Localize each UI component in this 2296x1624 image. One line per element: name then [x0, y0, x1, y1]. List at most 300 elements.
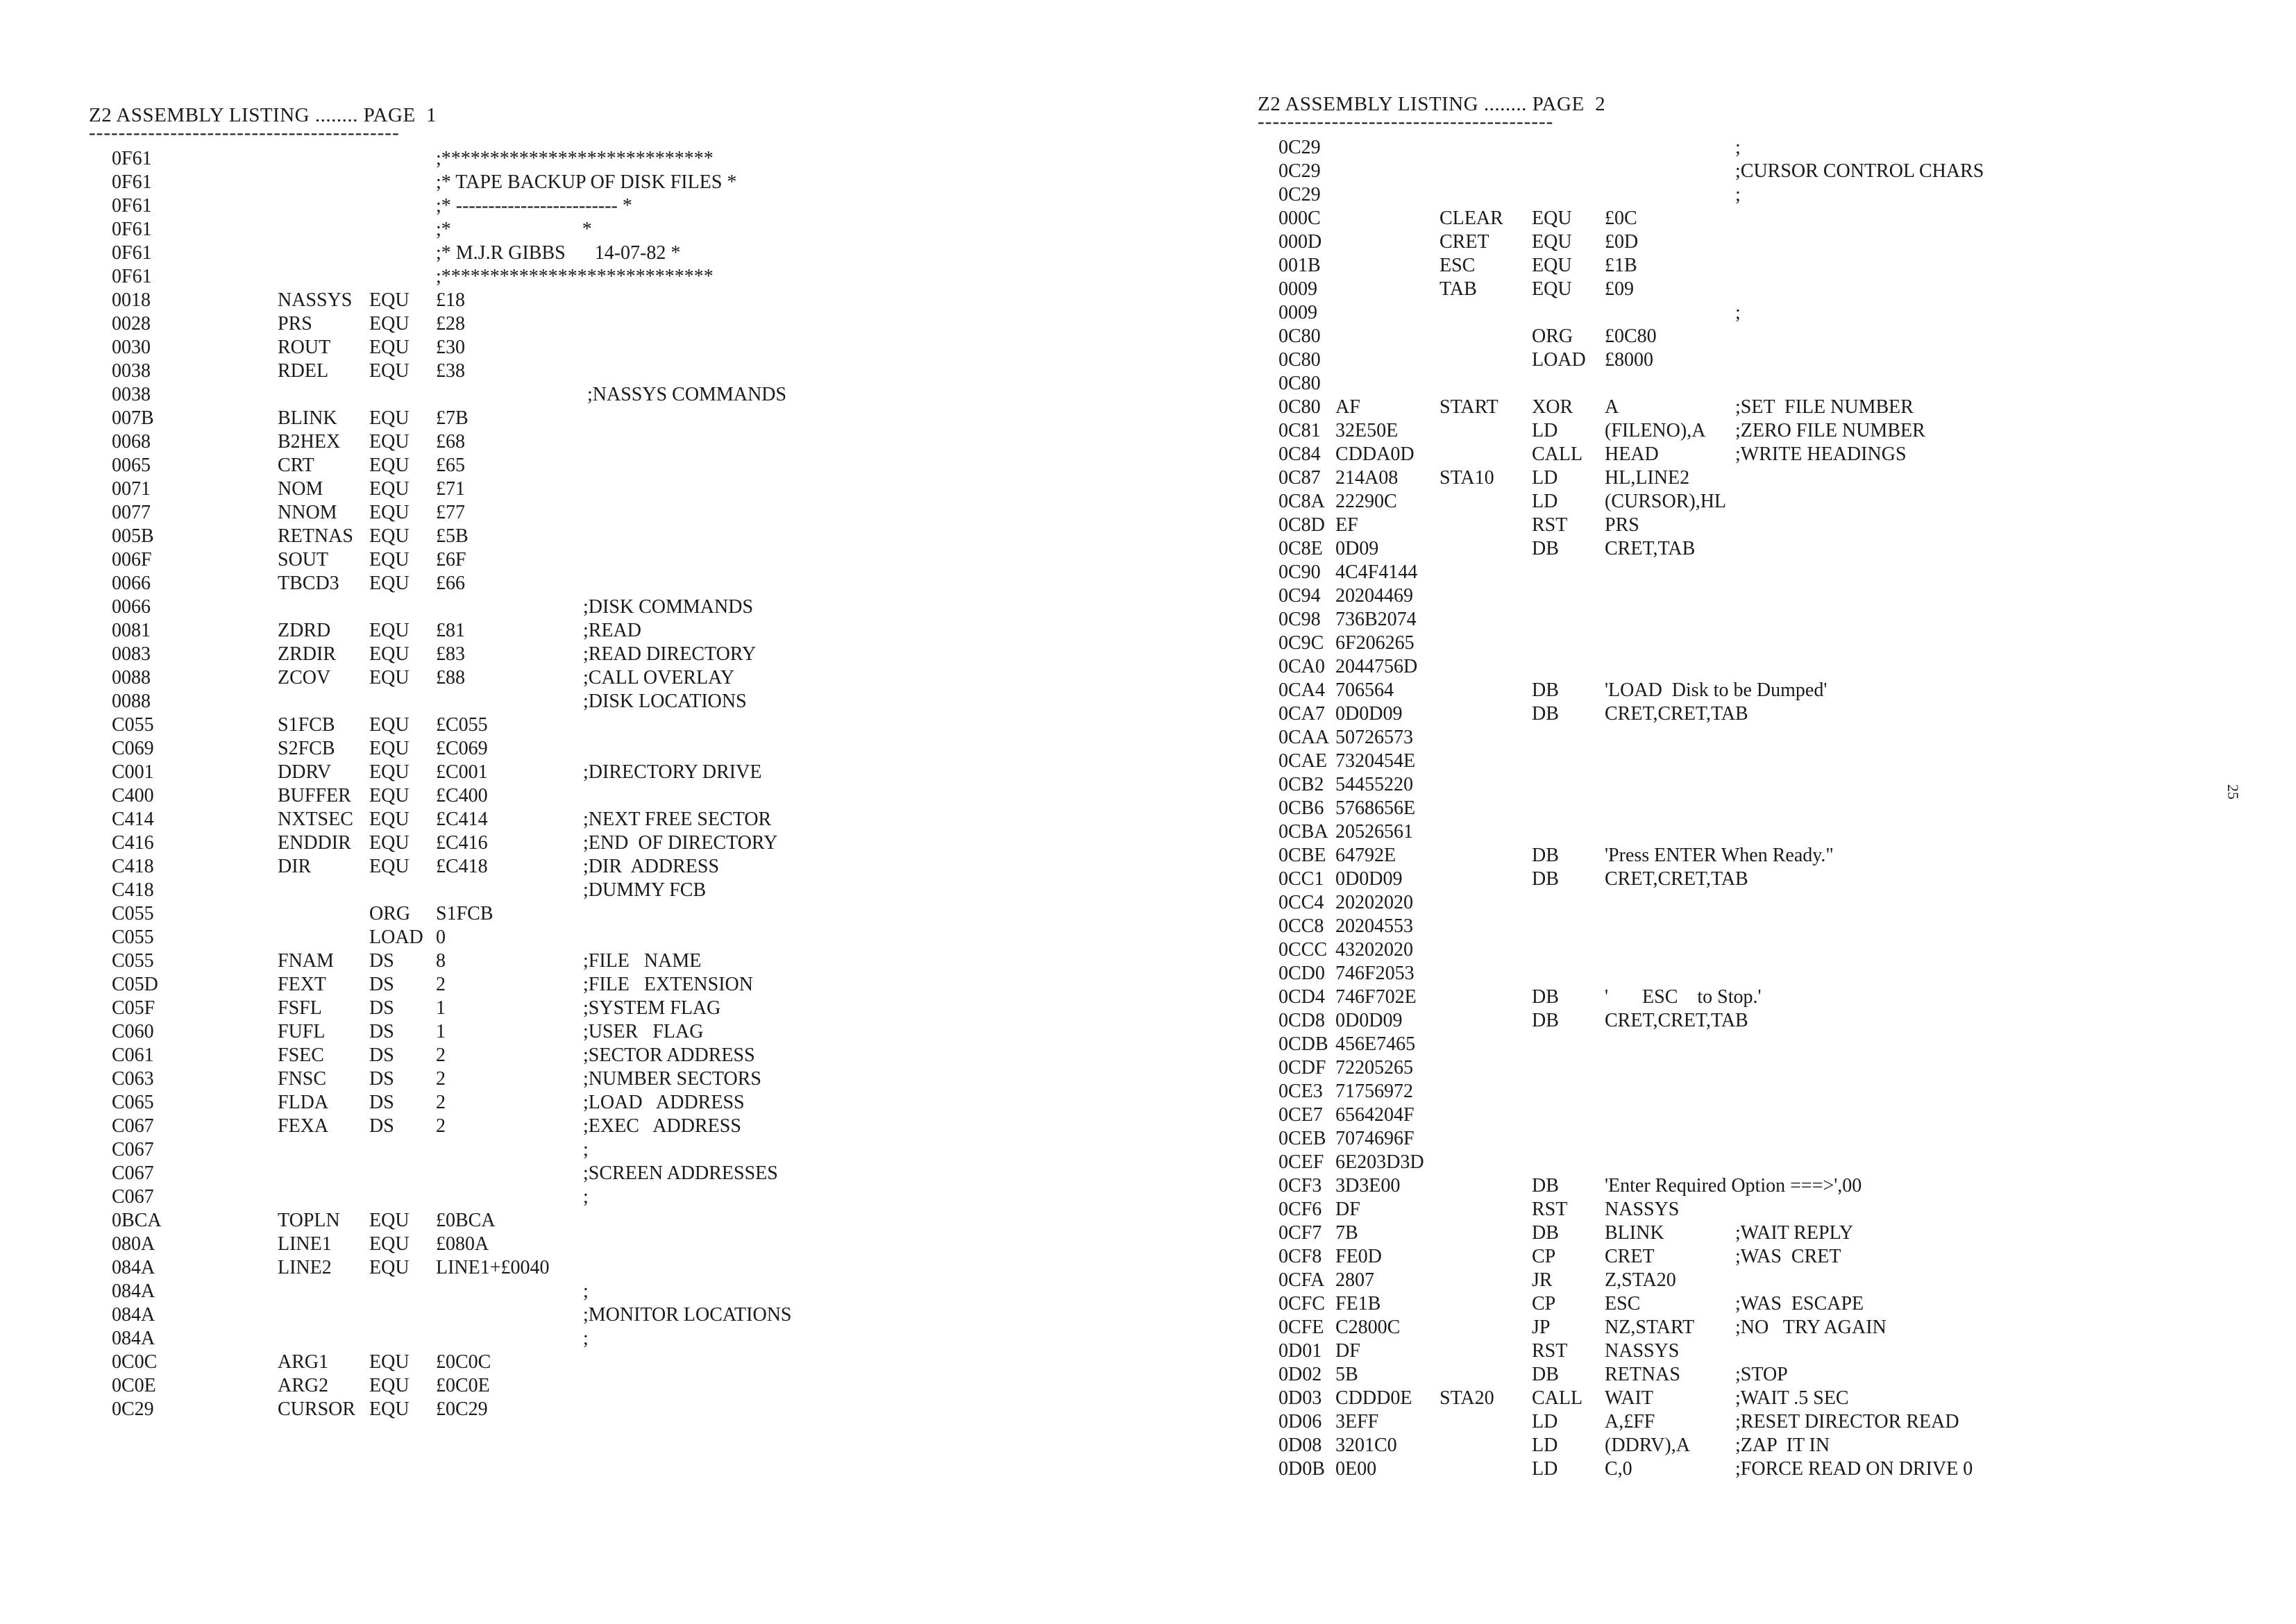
listing-addr: 0CBA: [1278, 821, 1328, 843]
listing-addr: 0D01: [1278, 1340, 1322, 1362]
listing-op: EQU: [369, 455, 410, 476]
listing-cmt: ;SYSTEM FLAG: [583, 997, 721, 1019]
listing-line: [1258, 254, 2215, 278]
listing-line: [1258, 301, 2215, 325]
listing-op: DS: [369, 950, 394, 972]
listing-addr: 0F61: [112, 266, 152, 287]
listing-addr: 0D03: [1278, 1387, 1322, 1409]
listing-code: 43202020: [1335, 939, 1413, 961]
listing-line: [89, 855, 1172, 879]
listing-arg: NZ,START: [1605, 1317, 1695, 1338]
listing-addr: 0C80: [1278, 325, 1321, 347]
listing-addr: 0028: [112, 313, 151, 335]
listing-line: [1258, 1245, 2215, 1269]
listing-arg: NASSYS: [1605, 1199, 1680, 1220]
listing-arg: £66: [436, 573, 465, 594]
listing-op: ORG: [1532, 325, 1573, 347]
listing-line: [89, 1303, 1172, 1327]
listing-op: EQU: [369, 738, 410, 759]
listing-cmt: ;NUMBER SECTORS: [583, 1068, 761, 1090]
listing-addr: 0CF3: [1278, 1175, 1322, 1196]
listing-line: [89, 784, 1172, 808]
listing-code: 2044756D: [1335, 656, 1418, 677]
listing-code: C2800C: [1335, 1317, 1401, 1338]
listing-arg: £18: [436, 289, 465, 311]
listing-line: [1258, 632, 2215, 655]
listing-line: [89, 1044, 1172, 1067]
listing-label: ROUT: [278, 337, 331, 358]
listing-addr: 0CB2: [1278, 774, 1324, 795]
listing-addr: 0CEF: [1278, 1151, 1324, 1173]
listing-addr: 0C0E: [112, 1375, 156, 1396]
listing-arg: £0C80: [1605, 325, 1657, 347]
listing-op: EQU: [369, 761, 410, 783]
listing-arg: BLINK: [1605, 1222, 1664, 1244]
listing-arg: (CURSOR),HL: [1605, 491, 1727, 512]
listing-line: [1258, 1457, 2215, 1481]
listing-page-2: [1258, 93, 2215, 1481]
listing-addr: C067: [112, 1162, 154, 1184]
listing-code: 0E00: [1335, 1458, 1377, 1480]
listing-line: [1258, 490, 2215, 514]
listing-addr: 0C29: [1278, 160, 1321, 182]
listing-addr: 0CC8: [1278, 915, 1324, 937]
listing-addr: 0D0B: [1278, 1458, 1325, 1480]
listing-arg: £C416: [436, 832, 488, 854]
listing-line: [89, 831, 1172, 855]
listing-line: [89, 1067, 1172, 1091]
listing-label: S1FCB: [278, 714, 335, 736]
listing-op: RST: [1532, 1199, 1568, 1220]
listing-addr: 000C: [1278, 208, 1321, 229]
listing-arg: (FILENO),A: [1605, 420, 1706, 441]
listing-addr: C067: [112, 1139, 154, 1160]
listing-addr: 0CD0: [1278, 963, 1325, 984]
listing-line: [1258, 820, 2215, 844]
page-header: Z2 ASSEMBLY LISTING ........ PAGE 1: [89, 104, 437, 126]
listing-op: EQU: [369, 620, 410, 641]
listing-arg: £080A: [436, 1233, 489, 1255]
listing-label: FNSC: [278, 1068, 327, 1090]
listing-arg: £8000: [1605, 349, 1653, 371]
listing-arg: 2: [436, 1044, 446, 1066]
listing-line: [1258, 962, 2215, 986]
listing-addr: 0CDB: [1278, 1033, 1328, 1055]
listing-label: TBCD3: [278, 573, 339, 594]
listing-line: [89, 477, 1172, 501]
listing-code: 20204469: [1335, 585, 1413, 607]
listing-code: 456E7465: [1335, 1033, 1416, 1055]
listing-line: [1258, 1410, 2215, 1434]
listing-cmt: ;FILE EXTENSION: [583, 974, 753, 995]
listing-label: NOM: [278, 478, 323, 500]
listing-arg: £7B: [436, 407, 469, 429]
listing-arg: £65: [436, 455, 465, 476]
listing-arg: £C418: [436, 856, 488, 877]
listing-label: S2FCB: [278, 738, 335, 759]
listing-arg: £0C29: [436, 1398, 488, 1420]
listing-op: DB: [1532, 1222, 1559, 1244]
listing-cmt: ;WAIT REPLY: [1735, 1222, 1854, 1244]
listing-line: [89, 572, 1172, 595]
listing-addr: C069: [112, 738, 154, 759]
listing-label: TAB: [1440, 278, 1477, 300]
listing-code: 746F702E: [1335, 986, 1417, 1008]
listing-addr: C055: [112, 903, 154, 924]
listing-op: DB: [1532, 703, 1559, 725]
listing-line: [1258, 443, 2215, 466]
listing-op: EQU: [369, 1210, 410, 1231]
listing-addr: 0F61: [112, 195, 152, 217]
listing-label: START: [1440, 396, 1499, 418]
listing-arg: £28: [436, 313, 465, 335]
listing-addr: 0009: [1278, 302, 1317, 323]
listing-code: 0D09: [1335, 538, 1379, 559]
listing-code: 50726573: [1335, 727, 1413, 748]
listing-label: FSEC: [278, 1044, 324, 1066]
listing-line: [89, 265, 1172, 289]
listing-line: [1258, 608, 2215, 632]
listing-body: [1258, 136, 2215, 1481]
listing-op: EQU: [369, 667, 410, 688]
listing-line: [89, 407, 1172, 430]
listing-cmt: ;****************************: [436, 266, 714, 287]
listing-line: [1258, 325, 2215, 348]
listing-line: [89, 1185, 1172, 1209]
margin-page-number: 25: [2225, 784, 2242, 800]
listing-label: FLDA: [278, 1092, 329, 1113]
listing-line: [1258, 537, 2215, 561]
listing-addr: 000D: [1278, 231, 1322, 253]
listing-op: EQU: [1532, 278, 1572, 300]
listing-addr: 080A: [112, 1233, 155, 1255]
listing-cmt: ;: [583, 1139, 589, 1160]
listing-arg: 0: [436, 927, 446, 948]
listing-label: FNAM: [278, 950, 334, 972]
listing-cmt: ;LOAD ADDRESS: [583, 1092, 745, 1113]
listing-arg: £C414: [436, 809, 488, 830]
listing-cmt: ;: [583, 1328, 589, 1349]
listing-addr: 0CFC: [1278, 1293, 1325, 1314]
listing-addr: 0F61: [112, 242, 152, 264]
listing-cmt: ;SECTOR ADDRESS: [583, 1044, 755, 1066]
listing-op: DB: [1532, 1175, 1559, 1196]
listing-addr: C418: [112, 856, 154, 877]
listing-addr: C055: [112, 927, 154, 948]
listing-code: 6F206265: [1335, 632, 1415, 654]
listing-code: 214A08: [1335, 467, 1399, 489]
listing-op: LD: [1532, 1435, 1558, 1456]
listing-arg: £68: [436, 431, 465, 452]
listing-op: EQU: [1532, 255, 1572, 276]
listing-addr: 0C8D: [1278, 514, 1325, 536]
listing-line: [89, 336, 1172, 360]
listing-line: [89, 147, 1172, 171]
listing-label: ZCOV: [278, 667, 331, 688]
header-rule: ------------------------------------------: [89, 121, 400, 144]
listing-line: [1258, 915, 2215, 938]
listing-code: CDDD0E: [1335, 1387, 1412, 1409]
listing-cmt: ;FILE NAME: [583, 950, 702, 972]
listing-addr: 0C81: [1278, 420, 1321, 441]
listing-op: DB: [1532, 1010, 1559, 1031]
listing-arg: £0D: [1605, 231, 1639, 253]
listing-arg: 'LOAD Disk to be Dumped': [1605, 679, 1827, 701]
listing-code: 6564204F: [1335, 1104, 1415, 1126]
listing-op: CALL: [1532, 1387, 1583, 1409]
listing-op: EQU: [369, 431, 410, 452]
listing-line: [89, 949, 1172, 973]
listing-addr: 0C94: [1278, 585, 1321, 607]
listing-op: EQU: [369, 1257, 410, 1278]
listing-addr: 005B: [112, 525, 154, 547]
listing-arg: PRS: [1605, 514, 1639, 536]
listing-arg: ESC: [1605, 1293, 1641, 1314]
listing-op: DS: [369, 1021, 394, 1042]
listing-op: XOR: [1532, 396, 1573, 418]
listing-line: [89, 454, 1172, 477]
listing-op: LOAD: [1532, 349, 1586, 371]
listing-arg: £6F: [436, 549, 466, 570]
listing-cmt: ;CALL OVERLAY: [583, 667, 735, 688]
listing-arg: £88: [436, 667, 465, 688]
listing-code: 22290C: [1335, 491, 1397, 512]
listing-line: [1258, 1198, 2215, 1221]
listing-arg: Z,STA20: [1605, 1269, 1676, 1291]
listing-op: DB: [1532, 679, 1559, 701]
listing-code: 7320454E: [1335, 750, 1416, 772]
listing-op: DS: [369, 997, 394, 1019]
listing-arg: 8: [436, 950, 446, 972]
listing-addr: 0009: [1278, 278, 1317, 300]
listing-arg: 2: [436, 1115, 446, 1137]
listing-line: [89, 1020, 1172, 1044]
listing-op: EQU: [369, 856, 410, 877]
listing-line: [89, 595, 1172, 619]
listing-label: DDRV: [278, 761, 332, 783]
listing-cmt: ;* TAPE BACKUP OF DISK FILES *: [436, 171, 737, 193]
listing-line: [89, 997, 1172, 1020]
listing-line: [89, 548, 1172, 572]
listing-code: 706564: [1335, 679, 1394, 701]
listing-line: [1258, 183, 2215, 207]
listing-addr: 0C80: [1278, 373, 1321, 394]
listing-line: [1258, 702, 2215, 726]
listing-op: EQU: [369, 360, 410, 382]
listing-arg: CRET,TAB: [1605, 538, 1696, 559]
listing-cmt: ;: [1735, 137, 1741, 158]
listing-addr: 0077: [112, 502, 151, 523]
listing-cmt: ;FORCE READ ON DRIVE 0: [1735, 1458, 1973, 1480]
listing-addr: 0C87: [1278, 467, 1321, 489]
listing-line: [1258, 891, 2215, 915]
listing-op: RST: [1532, 514, 1568, 536]
listing-line: [89, 1115, 1172, 1138]
listing-label: RETNAS: [278, 525, 353, 547]
listing-addr: C418: [112, 879, 154, 901]
listing-addr: 0CF7: [1278, 1222, 1322, 1244]
listing-op: EQU: [369, 1398, 410, 1420]
listing-addr: 0C29: [1278, 137, 1321, 158]
listing-line: [89, 690, 1172, 713]
listing-label: CRET: [1440, 231, 1489, 253]
listing-line: [1258, 1174, 2215, 1198]
listing-line: [1258, 726, 2215, 750]
listing-code: 3201C0: [1335, 1435, 1397, 1456]
listing-line: [89, 1374, 1172, 1398]
listing-cmt: ;READ DIRECTORY: [583, 643, 757, 665]
listing-arg: RETNAS: [1605, 1364, 1680, 1385]
listing-code: 0D0D09: [1335, 1010, 1403, 1031]
listing-line: [89, 879, 1172, 902]
listing-arg: £30: [436, 337, 465, 358]
listing-arg: C,0: [1605, 1458, 1632, 1480]
header-rule: ----------------------------------------: [1258, 110, 1554, 133]
listing-cmt: ;****************************: [436, 148, 714, 169]
listing-cmt: ;MONITOR LOCATIONS: [583, 1304, 792, 1326]
listing-op: DB: [1532, 1364, 1559, 1385]
listing-line: [1258, 679, 2215, 702]
listing-label: DIR: [278, 856, 312, 877]
listing-line: [1258, 1292, 2215, 1316]
listing-op: DB: [1532, 986, 1559, 1008]
listing-label: LINE2: [278, 1257, 332, 1278]
listing-cmt: ;CURSOR CONTROL CHARS: [1735, 160, 1984, 182]
listing-line: [89, 171, 1172, 194]
listing-line: [1258, 750, 2215, 773]
listing-op: LD: [1532, 491, 1558, 512]
listing-line: [1258, 986, 2215, 1009]
listing-line: [89, 1233, 1172, 1256]
listing-addr: 0CFA: [1278, 1269, 1325, 1291]
listing-op: DB: [1532, 538, 1559, 559]
listing-arg: 2: [436, 974, 446, 995]
listing-op: EQU: [369, 1233, 410, 1255]
listing-addr: 0CAA: [1278, 727, 1330, 748]
listing-code: 746F2053: [1335, 963, 1415, 984]
listing-code: 5B: [1335, 1364, 1358, 1385]
listing-addr: 0CCC: [1278, 939, 1328, 961]
listing-line: [89, 242, 1172, 265]
listing-label: ZRDIR: [278, 643, 336, 665]
listing-addr: 0CEB: [1278, 1128, 1326, 1149]
listing-arg: £C400: [436, 785, 488, 806]
listing-addr: 0F61: [112, 219, 152, 240]
listing-code: 71756972: [1335, 1081, 1413, 1102]
listing-arg: CRET,CRET,TAB: [1605, 868, 1748, 890]
listing-arg: 2: [436, 1092, 446, 1113]
listing-arg: ' ESC to Stop.': [1605, 986, 1762, 1008]
listing-code: 64792E: [1335, 845, 1396, 866]
listing-line: [89, 218, 1172, 242]
listing-code: 736B2074: [1335, 609, 1417, 630]
listing-addr: C400: [112, 785, 154, 806]
listing-addr: 0C29: [1278, 184, 1321, 205]
listing-addr: C416: [112, 832, 154, 854]
listing-cmt: ;WAS ESCAPE: [1735, 1293, 1864, 1314]
listing-cmt: ;DIR ADDRESS: [583, 856, 720, 877]
listing-label: ZDRD: [278, 620, 331, 641]
listing-op: LD: [1532, 1458, 1558, 1480]
listing-cmt: ;DIRECTORY DRIVE: [583, 761, 762, 783]
listing-addr: 084A: [112, 1304, 155, 1326]
listing-code: DF: [1335, 1340, 1360, 1362]
listing-arg: £C069: [436, 738, 488, 759]
listing-op: DS: [369, 1092, 394, 1113]
listing-line: [1258, 1151, 2215, 1174]
listing-addr: 0C80: [1278, 349, 1321, 371]
listing-addr: 0CFE: [1278, 1317, 1324, 1338]
listing-cmt: ;WRITE HEADINGS: [1735, 443, 1907, 465]
listing-code: 4C4F4144: [1335, 561, 1418, 583]
listing-addr: 006F: [112, 549, 152, 570]
listing-line: [1258, 372, 2215, 396]
listing-addr: C065: [112, 1092, 154, 1113]
listing-line: [1258, 797, 2215, 820]
listing-addr: 0CBE: [1278, 845, 1326, 866]
listing-cmt: ;NASSYS COMMANDS: [587, 384, 787, 405]
listing-op: CP: [1532, 1246, 1556, 1267]
listing-addr: 0038: [112, 384, 151, 405]
listing-line: [1258, 136, 2215, 160]
listing-addr: C055: [112, 950, 154, 972]
listing-code: 3D3E00: [1335, 1175, 1401, 1196]
listing-line: [1258, 1434, 2215, 1457]
listing-addr: 001B: [1278, 255, 1321, 276]
listing-label: LINE1: [278, 1233, 332, 1255]
listing-addr: 0C84: [1278, 443, 1321, 465]
listing-label: NXTSEC: [278, 809, 353, 830]
listing-addr: 0018: [112, 289, 151, 311]
listing-arg: £0C0C: [436, 1351, 491, 1373]
listing-op: EQU: [369, 714, 410, 736]
listing-code: 7B: [1335, 1222, 1358, 1244]
listing-line: [89, 289, 1172, 312]
listing-cmt: ;READ: [583, 620, 641, 641]
listing-arg: LINE1+£0040: [436, 1257, 550, 1278]
listing-code: 54455220: [1335, 774, 1413, 795]
listing-line: [1258, 1056, 2215, 1080]
listing-label: TOPLN: [278, 1210, 340, 1231]
listing-line: [1258, 207, 2215, 230]
listing-line: [1258, 230, 2215, 254]
listing-addr: 0C90: [1278, 561, 1321, 583]
listing-addr: 0C8E: [1278, 538, 1323, 559]
listing-op: EQU: [369, 785, 410, 806]
listing-arg: £0BCA: [436, 1210, 496, 1231]
listing-op: ORG: [369, 903, 411, 924]
listing-code: FE1B: [1335, 1293, 1381, 1314]
listing-line: [1258, 160, 2215, 183]
listing-code: 20204553: [1335, 915, 1413, 937]
listing-code: 7074696F: [1335, 1128, 1415, 1149]
listing-line: [89, 1351, 1172, 1374]
listing-addr: 0CF8: [1278, 1246, 1322, 1267]
listing-label: NNOM: [278, 502, 337, 523]
listing-line: [1258, 419, 2215, 443]
listing-op: EQU: [369, 832, 410, 854]
listing-op: EQU: [369, 478, 410, 500]
listing-label: STA20: [1440, 1387, 1494, 1409]
listing-code: 72205265: [1335, 1057, 1413, 1079]
listing-addr: 084A: [112, 1257, 155, 1278]
listing-op: EQU: [369, 573, 410, 594]
listing-cmt: ;WAIT .5 SEC: [1735, 1387, 1849, 1409]
listing-label: CLEAR: [1440, 208, 1503, 229]
listing-cmt: ;NEXT FREE SECTOR: [583, 809, 772, 830]
listing-arg: CRET,CRET,TAB: [1605, 703, 1748, 725]
listing-line: [89, 360, 1172, 383]
